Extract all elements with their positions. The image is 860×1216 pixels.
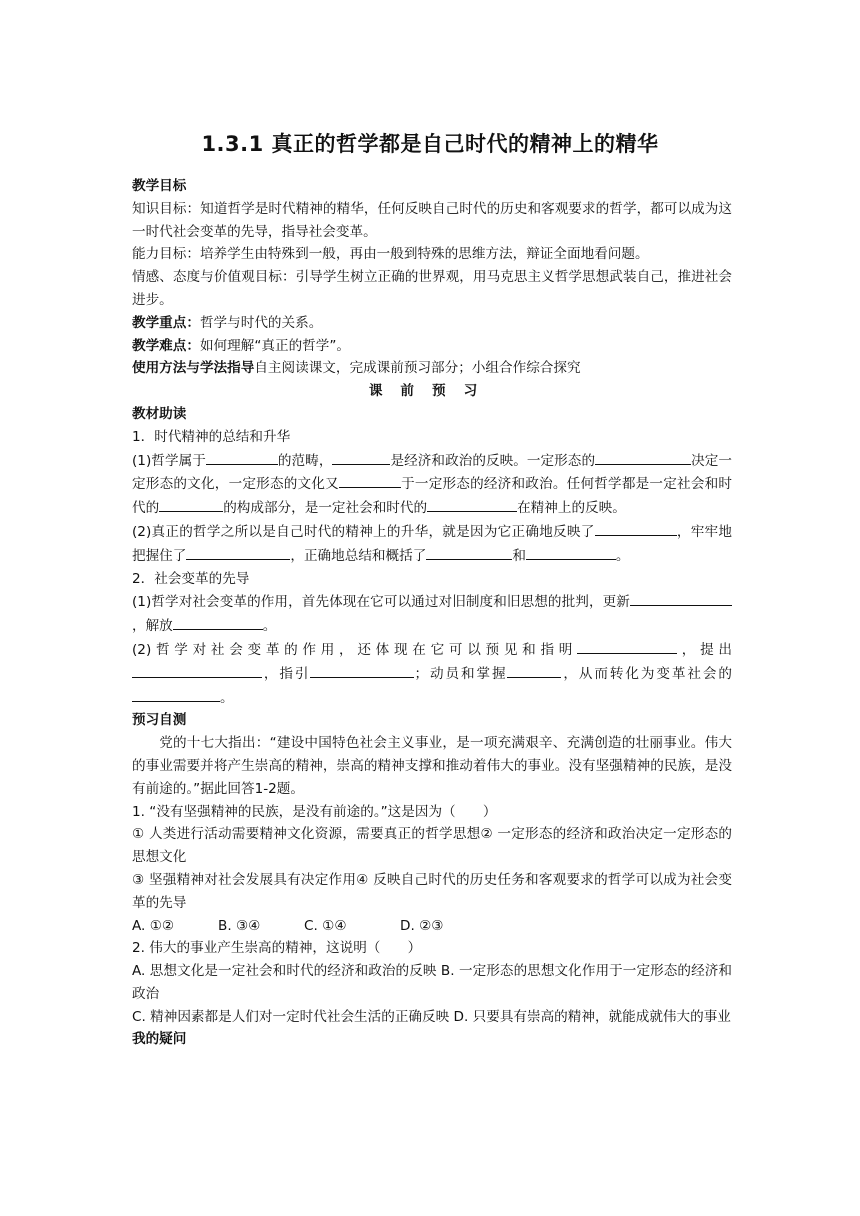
fill-blank[interactable] [526,544,616,560]
document-body [132,175,732,1051]
text-segment: ，正确地总结和概括了 [290,547,427,564]
fill-blank[interactable] [132,686,220,702]
option-c[interactable]: C. ①④ [304,917,347,934]
self-test-heading: 预习自测 [132,712,187,729]
section1-paragraph1 [132,449,732,520]
text-segment: 的构成部分，是一定社会和时代的 [223,500,428,517]
fill-blank[interactable] [595,520,677,536]
emotion-goal: 情感、态度与价值观目标：引导学生树立正确的世界观，用马克思主义哲学思想武装自己，推进社会进步。 [132,269,732,308]
fill-blank[interactable] [132,662,262,678]
fill-blank[interactable] [426,544,512,560]
text-segment: 的范畴， [277,452,333,469]
doubt-heading: 我的疑问 [132,1031,187,1048]
question-2-options-cd: C. 精神因素都是人们对一定时代社会生活的正确反映 D. 只要具有崇高的精神，就能成就伟大的事业 [132,1008,731,1025]
method [132,357,732,380]
fill-blank[interactable] [339,472,401,488]
section1-title: 1．时代精神的总结和升华 [132,428,291,445]
fill-blank[interactable] [595,449,691,465]
section2-title: 2．社会变革的先导 [132,570,250,587]
fill-blank[interactable] [206,449,278,465]
difficulty-label: 教学难点： [132,337,200,354]
text-segment: 是经济和政治的反映。一定形态的 [390,452,596,469]
text-segment: ，牢牢地把握住了 [132,523,732,564]
key-point [132,312,732,335]
self-test-passage: 党的十七大指出：“建设中国特色社会主义事业，是一项充满艰辛、充满创造的壮丽事业。伟大的事业需要并将产生崇高的精神，崇高的精神支撑和推动着伟大的事业。没有坚强精神的民族，是没有前途的。”据此回答1-2题。 [132,735,732,797]
option-b[interactable]: B. ③④ [218,917,261,934]
fill-blank[interactable] [173,614,263,630]
question-2-options-ab: A. 思想文化是一定社会和时代的经济和政治的反映 B. 一定形态的思想文化作用于一定形态的经济和政治 [132,963,732,1002]
question-1-statements-b: ③ 坚强精神对社会发展具有决定作用④ 反映自己时代的历史任务和客观要求的哲学可以成为社会变革的先导 [132,871,732,911]
text-segment: 决定一定形态的文化，一定形态的文化又 [132,452,733,493]
section2-paragraph2 [132,638,732,709]
text-segment: ，从而转化为变革社会的 [561,665,733,682]
section2-paragraph1 [132,590,732,638]
fill-blank[interactable] [332,449,390,465]
question-2-stem: 2. 伟大的事业产生崇高的精神，这说明（ ） [132,940,422,957]
goals-heading: 教学目标 [132,178,187,194]
fill-blank[interactable] [630,590,732,606]
difficulty [132,335,732,358]
difficulty-text: 如何理解“真正的哲学”。 [199,337,350,354]
key-point-text: 哲学与时代的关系。 [199,314,323,331]
option-a[interactable]: A. ①② [132,917,175,934]
question-1-statements-a: ① 人类进行活动需要精神文化资源，需要真正的哲学思想② 一定形态的经济和政治决定一定形态的思想文化 [132,826,732,866]
fill-blank[interactable] [186,544,290,560]
ability-goal: 能力目标：培养学生由特殊到一般，再由一般到特殊的思维方法，辩证全面地看问题。 [132,246,649,263]
text-segment: 于一定形态的经济和政治。任何哲学都是一定社会和时代的 [132,476,732,517]
method-label: 使用方法与学法指导 [132,360,255,377]
reading-heading: 教材助读 [132,405,187,422]
fill-blank[interactable] [427,496,517,512]
text-segment: ，指引 [262,665,311,682]
text-segment: ，提出 [677,641,733,658]
section1-paragraph2 [132,520,732,568]
key-point-label: 教学重点： [132,314,200,331]
text-segment: ；动员和掌握 [414,665,508,682]
text-segment: 在精神上的反映。 [517,500,626,517]
method-text: 自主阅读课文，完成课前预习部分；小组合作综合探究 [254,360,581,377]
text-segment: 。 [615,547,630,564]
question-1-stem: 1. “没有坚强精神的民族，是没有前途的。”这是因为（ ） [132,803,497,820]
text-segment: (1)哲学对社会变革的作用，首先体现在它可以通过对旧制度和旧思想的批判，更新 [132,594,630,611]
page-title: 1.3.1 真正的哲学都是自己时代的精神上的精华 [201,132,659,156]
text-segment: ，解放 [132,618,173,635]
option-d[interactable]: D. ②③ [400,917,444,934]
fill-blank[interactable] [159,496,223,512]
fill-blank[interactable] [577,638,677,654]
fill-blank[interactable] [507,662,561,678]
text-segment: 和 [512,547,526,564]
preview-heading: 课前预习 [368,383,496,400]
text-segment: (2)哲学对社会变革的作用，还体现在它可以预见和指明 [132,641,578,658]
text-segment: (2)真正的哲学之所以是自己时代的精神上的升华，就是因为它正确地反映了 [132,523,595,540]
text-segment: 。 [262,618,277,635]
fill-blank[interactable] [310,662,414,678]
knowledge-goal: 知识目标：知道哲学是时代精神的精华，任何反映自己时代的历史和客观要求的哲学，都可以成为这一时代社会变革的先导，指导社会变革。 [132,200,732,240]
text-segment: (1)哲学属于 [132,452,206,469]
question-1-options [132,915,732,938]
text-segment: 。 [220,689,234,706]
